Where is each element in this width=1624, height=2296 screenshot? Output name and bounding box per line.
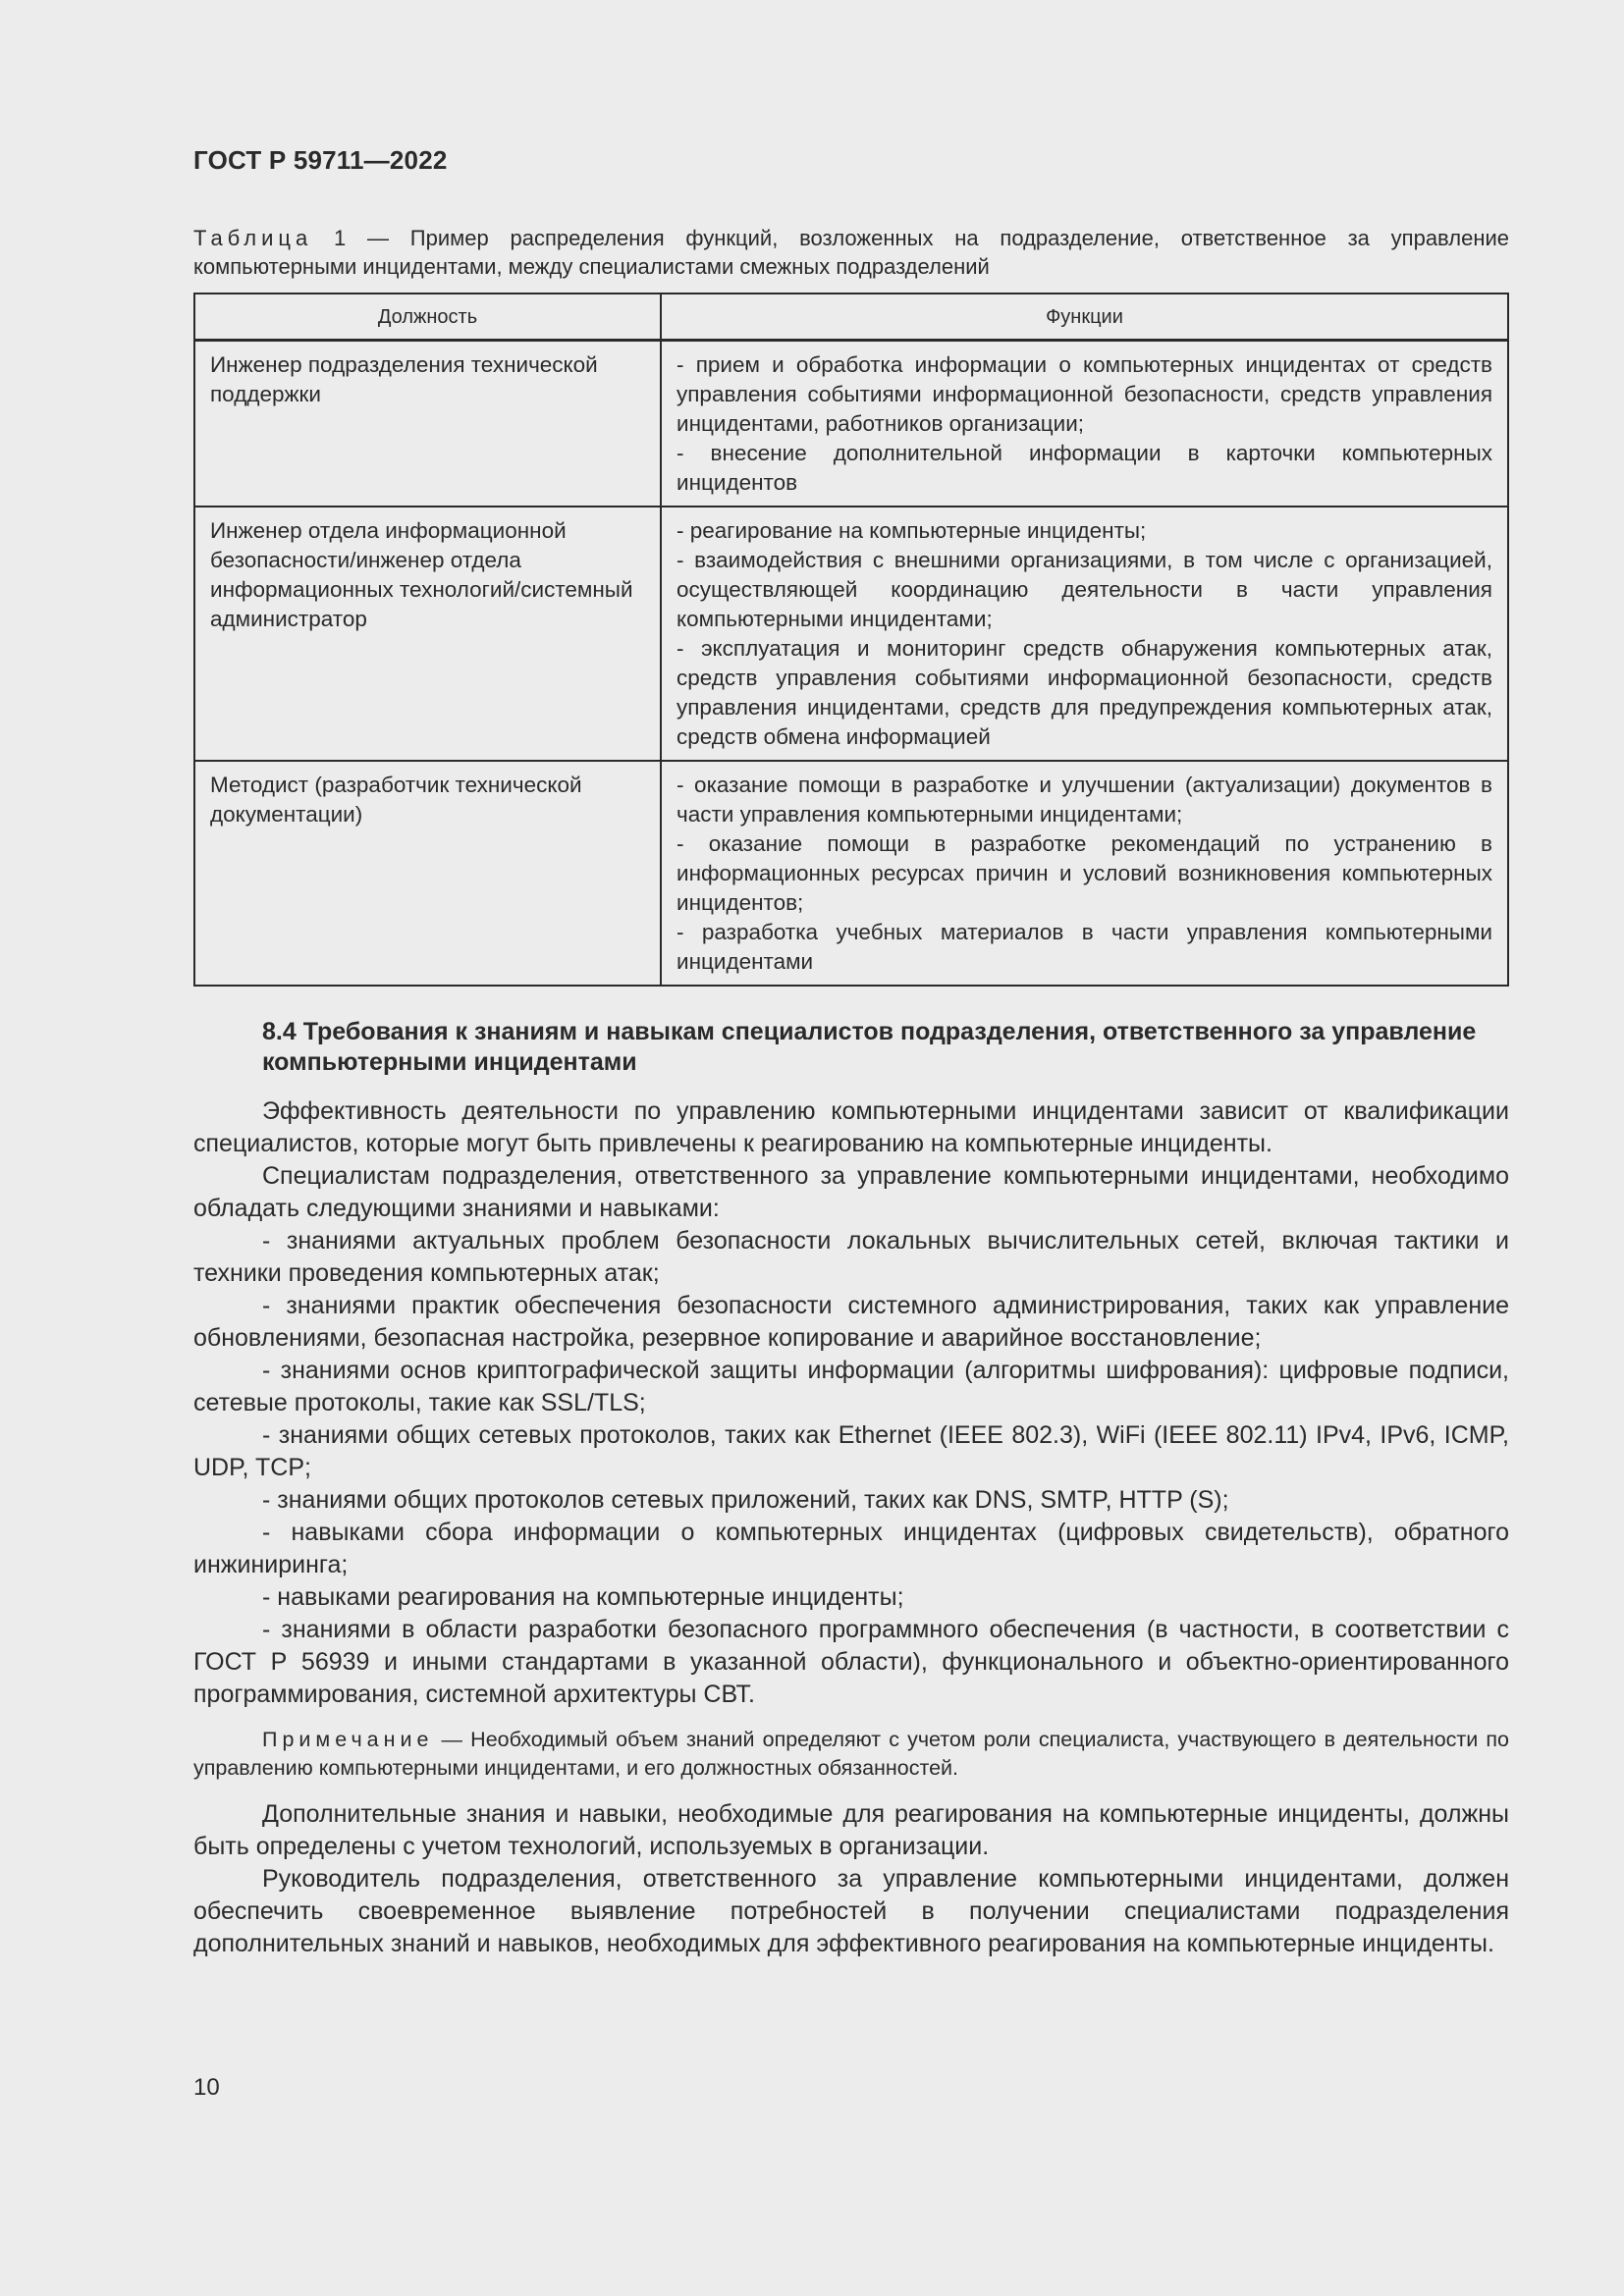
function-item: - оказание помощи в разработке рекомендаций по устранению в информационных ресурсах причин и условий возникновения компьютерных инцидентов; [677, 831, 1492, 915]
functions-table [193, 293, 1509, 987]
table-header-row [194, 294, 1508, 341]
paragraph: Эффективность деятельности по управлению компьютерными инцидентами зависит от квалификации специалистов, которые могут быть привлечены к реагированию на компьютерные инциденты. [193, 1097, 1509, 1157]
position-cell: Инженер подразделения технической поддержки [194, 341, 661, 507]
list-item: - навыками сбора информации о компьютерных инцидентах (цифровых свидетельств), обратного инжиниринга; [193, 1519, 1509, 1578]
column-header-functions: Функции [661, 294, 1508, 341]
list-item: - знаниями в области разработки безопасного программного обеспечения (в частности, в соответствии с ГОСТ Р 56939 и иными стандартами в указанной области), функционального и объектно-ориентированного программирования, системной архитектуры СВТ. [193, 1616, 1509, 1708]
table-caption [193, 224, 1509, 281]
function-item: - эксплуатация и мониторинг средств обнаружения компьютерных атак, средств управления событиями информационной безопасности, средств управления инцидентами, средств для предупреждения компьютерных атак, средств обмена информацией [677, 636, 1492, 749]
functions-cell [661, 341, 1508, 507]
list-item: - знаниями практик обеспечения безопасности системного администрирования, таких как управление обновлениями, безопасная настройка, резервное копирование и аварийное восстановление; [193, 1292, 1509, 1352]
position-cell: Методист (разработчик технической документации) [194, 761, 661, 986]
note-text: — Необходимый объем знаний определяют с учетом роли специалиста, участвующего в деятельности по управлению компьютерными инцидентами, и его должностных обязанностей. [193, 1728, 1509, 1780]
position-cell: Инженер отдела информационной безопасности/инженер отдела информационных технологий/системный администратор [194, 507, 661, 761]
page-number: 10 [193, 2074, 220, 2101]
column-header-position: Должность [194, 294, 661, 341]
list-item: - навыками реагирования на компьютерные инциденты; [262, 1583, 904, 1611]
function-item: - оказание помощи в разработке и улучшении (актуализации) документов в части управления компьютерными инцидентами; [677, 773, 1492, 827]
function-item: - прием и обработка информации о компьютерных инцидентах от средств управления событиями информационной безопасности, средств управления инцидентами, работников организации; [677, 352, 1492, 436]
standard-designation: ГОСТ Р 59711—2022 [193, 145, 448, 175]
functions-cell [661, 507, 1508, 761]
table-row [194, 507, 1508, 761]
list-item: - знаниями общих протоколов сетевых приложений, таких как DNS, SMTP, HTTP (S); [262, 1486, 1229, 1514]
document-page [193, 145, 1509, 1960]
function-item: - внесение дополнительной информации в карточки компьютерных инцидентов [677, 441, 1492, 495]
function-item: - реагирование на компьютерные инциденты; [677, 518, 1147, 543]
list-item: - знаниями актуальных проблем безопасности локальных вычислительных сетей, включая тактики и техники проведения компьютерных атак; [193, 1227, 1509, 1287]
paragraph: Дополнительные знания и навыки, необходимые для реагирования на компьютерные инциденты, должны быть определены с учетом технологий, используемых в организации. [193, 1800, 1509, 1860]
function-item: - взаимодействия с внешними организациями, в том числе с организацией, осуществляющей координацию деятельности в части управления компьютерными инцидентами; [677, 548, 1492, 631]
note-label: Примечание [262, 1728, 434, 1751]
list-item: - знаниями основ криптографической защиты информации (алгоритмы шифрования): цифровые подписи, сетевые протоколы, такие как SSL/TLS; [193, 1357, 1509, 1416]
paragraph: Специалистам подразделения, ответственного за управление компьютерными инцидентами, необходимо обладать следующими знаниями и навыками: [193, 1162, 1509, 1222]
note [193, 1726, 1509, 1783]
table-row [194, 761, 1508, 986]
table-caption-word: Таблица [193, 226, 313, 250]
functions-cell [661, 761, 1508, 986]
paragraph: Руководитель подразделения, ответственного за управление компьютерными инцидентами, должен обеспечить своевременное выявление потребностей в получении специалистами подразделения дополнительных знаний и навыков, необходимых для эффективного реагирования на компьютерные инциденты. [193, 1865, 1509, 1957]
table-row [194, 341, 1508, 507]
table-caption-text: 1 — Пример распределения функций, возложенных на подразделение, ответственное за управление компьютерными инцидентами, между специалистами смежных подразделений [193, 226, 1509, 279]
list-item: - знаниями общих сетевых протоколов, таких как Ethernet (IEEE 802.3), WiFi (IEEE 802.11) IPv4, IPv6, ICMP, UDP, TCP; [193, 1421, 1509, 1481]
section-title: 8.4 Требования к знаниям и навыкам специалистов подразделения, ответственного за управление компьютерными инцидентами [262, 1018, 1477, 1076]
function-item: - разработка учебных материалов в части управления компьютерными инцидентами [677, 920, 1492, 974]
